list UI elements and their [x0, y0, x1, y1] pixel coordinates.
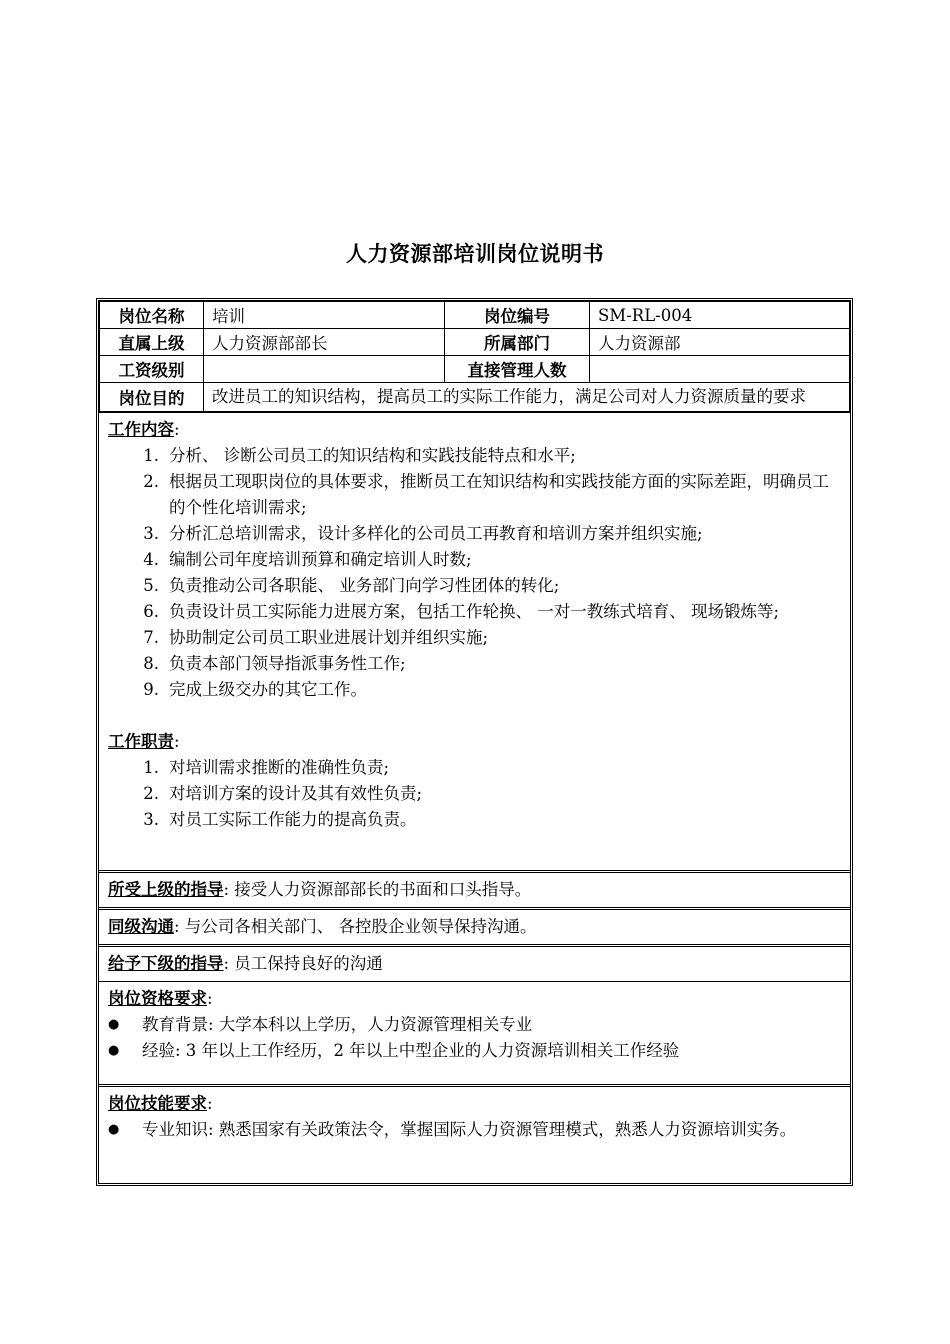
skills-list [108, 1117, 842, 1143]
guidance-given-text: 员工保持良好的沟通 [229, 954, 383, 973]
skills-colon: : [207, 1094, 213, 1113]
peer-communication-text: 与公司各相关部门、 各控股企业领导保持沟通。 [179, 917, 537, 936]
responsibilities-colon: : [174, 732, 180, 751]
responsibilities-list [108, 755, 842, 833]
responsibilities-heading-line [108, 729, 842, 755]
item-number: 3. [143, 810, 159, 829]
guidance-received-row [99, 870, 850, 907]
item-text: 根据员工现职岗位的具体要求，推断员工在知识结构和实践技能方面的实际差距，明确员工的个性化培训需求; [169, 472, 829, 517]
list-item [108, 469, 842, 521]
list-item [108, 1038, 842, 1064]
position-code-label: 岗位编号 [445, 302, 590, 329]
header-table [99, 301, 850, 412]
header-row [100, 383, 850, 412]
item-text: 经验: 3 年以上工作经历，2 年以上中型企业的人力资源培训相关工作经验 [142, 1041, 680, 1060]
bullet-icon: ● [108, 1122, 120, 1137]
item-text: 对培训方案的设计及其有效性负责; [169, 784, 423, 803]
guidance-received-heading: 所受上级的指导 [108, 880, 224, 899]
list-item [108, 521, 842, 547]
list-item [108, 755, 842, 781]
item-number: 3. [143, 524, 159, 543]
bullet-icon: ● [108, 1017, 120, 1032]
item-text: 完成上级交办的其它工作。 [169, 680, 367, 699]
guidance-given-colon: : [223, 954, 230, 973]
work-content-colon: : [174, 420, 180, 439]
superior-label: 直属上级 [100, 329, 204, 356]
item-text: 专业知识: 熟悉国家有关政策法令，掌握国际人力资源管理模式，熟悉人力资源培训实务。 [142, 1120, 797, 1139]
department-value: 人力资源部 [590, 329, 850, 356]
item-number: 5. [143, 576, 159, 595]
work-content-section [99, 412, 850, 870]
item-text: 负责推动公司各职能、 业务部门向学习性团体的转化; [169, 576, 560, 595]
position-name-value: 培训 [204, 302, 445, 329]
item-text: 编制公司年度培训预算和确定培训人时数; [169, 550, 472, 569]
peer-communication-heading: 同级沟通 [108, 917, 174, 936]
item-number: 2. [143, 472, 159, 491]
qualifications-colon: : [207, 989, 213, 1008]
guidance-given-row [99, 944, 850, 981]
department-label: 所属部门 [445, 329, 590, 356]
item-number: 9. [143, 680, 159, 699]
item-text: 负责设计员工实际能力进展方案，包括工作轮换、 一对一教练式培育、 现场锻炼等; [169, 602, 780, 621]
header-row [100, 302, 850, 329]
superior-value: 人力资源部部长 [204, 329, 445, 356]
item-number: 4. [143, 550, 159, 569]
work-content-heading: 工作内容 [108, 420, 174, 439]
salary-value [204, 356, 445, 383]
list-item [108, 1012, 842, 1038]
qualifications-list [108, 1012, 842, 1064]
item-text: 分析、 诊断公司员工的知识结构和实践技能特点和水平; [169, 446, 576, 465]
header-row [100, 356, 850, 383]
purpose-label: 岗位目的 [100, 383, 204, 412]
item-number: 2. [143, 784, 159, 803]
item-text: 协助制定公司员工职业进展计划并组织实施; [169, 628, 489, 647]
job-description-form [96, 298, 853, 1186]
skills-heading-line [108, 1091, 842, 1117]
salary-label: 工资级别 [100, 356, 204, 383]
work-content-list [108, 443, 842, 703]
subordinates-value [590, 356, 850, 383]
list-item [108, 781, 842, 807]
item-text: 负责本部门领导指派事务性工作; [169, 654, 406, 673]
item-number: 1. [143, 446, 159, 465]
item-number: 1. [143, 758, 159, 777]
list-item [108, 625, 842, 651]
list-item [108, 599, 842, 625]
item-text: 分析汇总培训需求，设计多样化的公司员工再教育和培训方案并组织实施; [169, 524, 703, 543]
item-number: 7. [143, 628, 159, 647]
purpose-value: 改进员工的知识结构，提高员工的实际工作能力，满足公司对人力资源质量的要求 [204, 383, 850, 412]
page-title: 人力资源部培训岗位说明书 [346, 242, 604, 266]
qualifications-heading-line [108, 986, 842, 1012]
guidance-received-colon: : [223, 880, 230, 899]
peer-communication-colon: : [174, 917, 180, 936]
list-item [108, 573, 842, 599]
list-item [108, 677, 842, 703]
list-item [108, 651, 842, 677]
subordinates-label: 直接管理人数 [445, 356, 590, 383]
list-item [108, 1117, 842, 1143]
item-number: 6. [143, 602, 159, 621]
guidance-given-heading: 给予下级的指导 [108, 954, 224, 973]
qualifications-heading: 岗位资格要求 [108, 989, 207, 1008]
qualifications-section [99, 981, 850, 1084]
guidance-received-text: 接受人力资源部部长的书面和口头指导。 [229, 880, 532, 899]
list-item [108, 807, 842, 833]
header-row [100, 329, 850, 356]
work-content-heading-line [108, 417, 842, 443]
position-name-label: 岗位名称 [100, 302, 204, 329]
skills-heading: 岗位技能要求 [108, 1094, 207, 1113]
responsibilities-heading: 工作职责 [108, 732, 174, 751]
item-number: 8. [143, 654, 159, 673]
list-item [108, 443, 842, 469]
peer-communication-row [99, 907, 850, 944]
list-item [108, 547, 842, 573]
item-text: 对培训需求推断的准确性负责; [169, 758, 390, 777]
item-text: 教育背景: 大学本科以上学历，人力资源管理相关专业 [142, 1015, 533, 1034]
position-code-value: SM-RL-004 [590, 302, 850, 329]
skills-section [99, 1084, 850, 1183]
item-text: 对员工实际工作能力的提高负责。 [169, 810, 417, 829]
bullet-icon: ● [108, 1043, 120, 1058]
